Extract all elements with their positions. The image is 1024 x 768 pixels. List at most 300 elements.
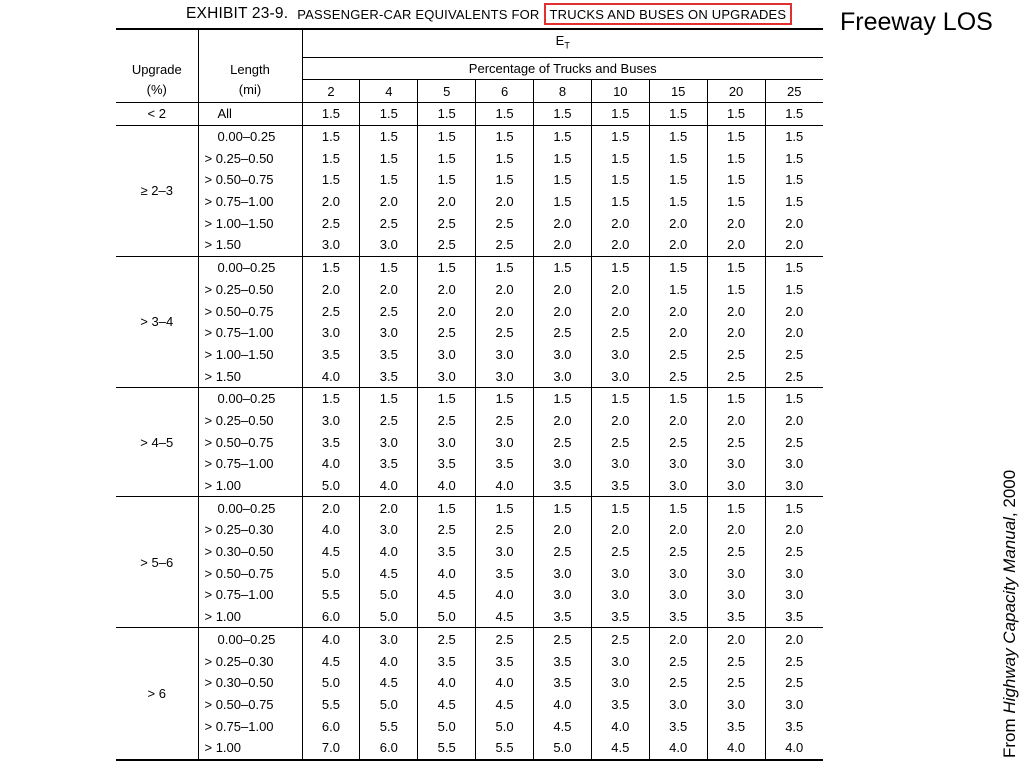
et-value-cell: 3.5 bbox=[360, 453, 418, 475]
length-cell: > 0.25–0.50 bbox=[198, 410, 302, 432]
table-row bbox=[116, 256, 823, 278]
et-value-cell: 3.0 bbox=[360, 431, 418, 453]
et-value-cell: 2.0 bbox=[707, 519, 765, 541]
et-value-cell: 4.0 bbox=[302, 453, 360, 475]
source-prefix: From bbox=[1000, 713, 1019, 758]
et-value-cell: 2.0 bbox=[765, 410, 823, 432]
header-length-line1: Length bbox=[230, 61, 270, 77]
length-cell: > 1.00 bbox=[198, 737, 302, 760]
et-value-cell: 2.0 bbox=[418, 191, 476, 213]
et-value-cell: 4.0 bbox=[360, 541, 418, 563]
et-value-cell: 2.0 bbox=[591, 278, 649, 300]
et-value-cell: 2.0 bbox=[360, 497, 418, 519]
et-value-cell: 2.0 bbox=[302, 497, 360, 519]
et-value-cell: 2.0 bbox=[765, 628, 823, 650]
et-value-cell: 2.5 bbox=[476, 322, 534, 344]
et-value-cell: 2.0 bbox=[649, 519, 707, 541]
upgrade-cell: > 3–4 bbox=[116, 256, 198, 387]
et-value-cell: 2.5 bbox=[649, 344, 707, 366]
exhibit-title bbox=[186, 3, 792, 25]
et-value-cell: 3.0 bbox=[707, 584, 765, 606]
length-cell: > 1.00–1.50 bbox=[198, 344, 302, 366]
et-value-cell: 1.5 bbox=[707, 278, 765, 300]
et-value-cell: 2.0 bbox=[534, 234, 592, 256]
et-value-cell: 2.0 bbox=[649, 212, 707, 234]
et-value-cell: 1.5 bbox=[418, 102, 476, 125]
table-row bbox=[116, 322, 823, 344]
length-cell: > 0.30–0.50 bbox=[198, 672, 302, 694]
et-value-cell: 3.0 bbox=[534, 344, 592, 366]
et-value-cell: 4.5 bbox=[360, 562, 418, 584]
et-value-cell: 2.0 bbox=[765, 212, 823, 234]
et-value-cell: 1.5 bbox=[418, 125, 476, 147]
et-value-cell: 2.0 bbox=[591, 234, 649, 256]
et-value-cell: 5.0 bbox=[418, 715, 476, 737]
et-value-cell: 2.5 bbox=[649, 365, 707, 387]
et-value-cell: 3.0 bbox=[707, 475, 765, 497]
et-value-cell: 2.5 bbox=[707, 541, 765, 563]
et-value-cell: 3.0 bbox=[302, 322, 360, 344]
et-value-cell: 1.5 bbox=[591, 102, 649, 125]
table-row bbox=[116, 628, 823, 650]
et-value-cell: 2.0 bbox=[418, 278, 476, 300]
et-value-cell: 1.5 bbox=[765, 191, 823, 213]
et-value-cell: 1.5 bbox=[765, 256, 823, 278]
et-value-cell: 2.5 bbox=[418, 628, 476, 650]
header-length bbox=[198, 29, 302, 102]
et-value-cell: 3.0 bbox=[302, 234, 360, 256]
table-row bbox=[116, 278, 823, 300]
et-value-cell: 7.0 bbox=[302, 737, 360, 760]
et-value-cell: 4.0 bbox=[302, 628, 360, 650]
et-value-cell: 2.5 bbox=[765, 672, 823, 694]
et-value-cell: 2.5 bbox=[476, 519, 534, 541]
et-value-cell: 4.0 bbox=[360, 650, 418, 672]
length-cell: > 0.75–1.00 bbox=[198, 191, 302, 213]
et-value-cell: 3.5 bbox=[534, 672, 592, 694]
et-value-cell: 2.0 bbox=[707, 410, 765, 432]
et-value-cell: 3.0 bbox=[534, 562, 592, 584]
et-value-cell: 2.0 bbox=[476, 300, 534, 322]
length-cell: > 1.00–1.50 bbox=[198, 212, 302, 234]
et-value-cell: 5.0 bbox=[302, 672, 360, 694]
et-value-cell: 3.0 bbox=[707, 562, 765, 584]
et-value-cell: 2.0 bbox=[534, 519, 592, 541]
et-value-cell: 1.5 bbox=[418, 387, 476, 409]
table-row bbox=[116, 541, 823, 563]
length-cell: 0.00–0.25 bbox=[198, 497, 302, 519]
length-cell: > 0.75–1.00 bbox=[198, 715, 302, 737]
et-value-cell: 2.0 bbox=[707, 628, 765, 650]
et-value-cell: 1.5 bbox=[534, 387, 592, 409]
et-value-cell: 1.5 bbox=[649, 102, 707, 125]
table-row bbox=[116, 650, 823, 672]
header-percent-6: 6 bbox=[476, 80, 534, 103]
length-cell: > 0.50–0.75 bbox=[198, 562, 302, 584]
header-upgrade-line2: (%) bbox=[146, 81, 167, 97]
et-value-cell: 2.5 bbox=[360, 410, 418, 432]
et-value-cell: 1.5 bbox=[418, 169, 476, 191]
table-row bbox=[116, 234, 823, 256]
et-value-cell: 1.5 bbox=[476, 147, 534, 169]
et-value-cell: 1.5 bbox=[649, 256, 707, 278]
length-cell: > 1.50 bbox=[198, 234, 302, 256]
et-value-cell: 3.0 bbox=[476, 431, 534, 453]
et-value-cell: 2.0 bbox=[476, 191, 534, 213]
et-value-cell: 2.0 bbox=[534, 410, 592, 432]
et-value-cell: 3.0 bbox=[418, 431, 476, 453]
et-value-cell: 1.5 bbox=[360, 147, 418, 169]
et-value-cell: 1.5 bbox=[707, 147, 765, 169]
et-value-cell: 4.5 bbox=[476, 694, 534, 716]
header-upgrade-line1: Upgrade bbox=[131, 61, 182, 77]
table-row bbox=[116, 672, 823, 694]
et-value-cell: 5.0 bbox=[360, 694, 418, 716]
et-value-cell: 2.0 bbox=[360, 278, 418, 300]
et-value-cell: 2.5 bbox=[418, 234, 476, 256]
et-value-cell: 3.0 bbox=[534, 453, 592, 475]
et-value-cell: 3.5 bbox=[591, 694, 649, 716]
et-value-cell: 2.0 bbox=[476, 278, 534, 300]
table-row bbox=[116, 453, 823, 475]
et-value-cell: 3.0 bbox=[765, 562, 823, 584]
et-value-cell: 4.0 bbox=[591, 715, 649, 737]
et-value-cell: 1.5 bbox=[476, 387, 534, 409]
exhibit-label: EXHIBIT 23-9. bbox=[186, 5, 289, 22]
et-value-cell: 1.5 bbox=[649, 387, 707, 409]
et-value-cell: 4.5 bbox=[302, 541, 360, 563]
et-value-cell: 4.0 bbox=[418, 475, 476, 497]
et-value-cell: 4.5 bbox=[476, 606, 534, 628]
et-value-cell: 2.0 bbox=[765, 322, 823, 344]
table-row bbox=[116, 387, 823, 409]
length-cell: > 0.25–0.30 bbox=[198, 519, 302, 541]
et-value-cell: 1.5 bbox=[534, 147, 592, 169]
et-value-cell: 2.0 bbox=[649, 628, 707, 650]
et-value-cell: 2.5 bbox=[707, 365, 765, 387]
et-value-cell: 2.0 bbox=[534, 278, 592, 300]
length-cell: > 0.25–0.50 bbox=[198, 278, 302, 300]
et-value-cell: 2.5 bbox=[476, 628, 534, 650]
header-percent-8: 8 bbox=[534, 80, 592, 103]
et-value-cell: 1.5 bbox=[476, 169, 534, 191]
et-value-cell: 1.5 bbox=[707, 497, 765, 519]
et-value-cell: 2.5 bbox=[360, 212, 418, 234]
et-value-cell: 2.0 bbox=[591, 519, 649, 541]
source-title: Highway Capacity Manual bbox=[1000, 517, 1019, 714]
et-value-cell: 1.5 bbox=[707, 102, 765, 125]
et-value-cell: 3.5 bbox=[765, 715, 823, 737]
et-value-cell: 1.5 bbox=[476, 256, 534, 278]
et-value-cell: 3.5 bbox=[707, 606, 765, 628]
et-value-cell: 2.0 bbox=[591, 212, 649, 234]
et-value-cell: 3.0 bbox=[591, 344, 649, 366]
length-cell: > 1.00 bbox=[198, 606, 302, 628]
et-value-cell: 1.5 bbox=[707, 169, 765, 191]
length-cell: > 0.75–1.00 bbox=[198, 584, 302, 606]
et-value-cell: 3.5 bbox=[302, 431, 360, 453]
et-value-cell: 5.5 bbox=[360, 715, 418, 737]
et-value-cell: 1.5 bbox=[534, 102, 592, 125]
et-value-cell: 2.5 bbox=[765, 541, 823, 563]
length-cell: > 1.00 bbox=[198, 475, 302, 497]
et-value-cell: 1.5 bbox=[360, 169, 418, 191]
header-percent-20: 20 bbox=[707, 80, 765, 103]
et-value-cell: 4.0 bbox=[476, 672, 534, 694]
et-value-cell: 2.5 bbox=[765, 431, 823, 453]
et-value-cell: 3.5 bbox=[418, 453, 476, 475]
et-value-cell: 1.5 bbox=[765, 102, 823, 125]
et-value-cell: 1.5 bbox=[649, 191, 707, 213]
et-value-cell: 3.0 bbox=[765, 694, 823, 716]
et-value-cell: 3.5 bbox=[591, 606, 649, 628]
et-value-cell: 1.5 bbox=[591, 169, 649, 191]
et-value-cell: 1.5 bbox=[534, 256, 592, 278]
et-value-cell: 4.0 bbox=[302, 365, 360, 387]
length-cell: > 0.50–0.75 bbox=[198, 431, 302, 453]
et-value-cell: 1.5 bbox=[534, 125, 592, 147]
et-value-cell: 1.5 bbox=[765, 387, 823, 409]
et-value-cell: 2.5 bbox=[649, 650, 707, 672]
et-value-cell: 2.0 bbox=[765, 519, 823, 541]
et-value-cell: 3.0 bbox=[360, 628, 418, 650]
et-value-cell: 4.0 bbox=[418, 672, 476, 694]
et-value-cell: 1.5 bbox=[418, 147, 476, 169]
et-value-cell: 3.5 bbox=[534, 475, 592, 497]
et-value-cell: 1.5 bbox=[534, 497, 592, 519]
et-value-cell: 4.0 bbox=[418, 562, 476, 584]
length-cell: All bbox=[198, 102, 302, 125]
et-value-cell: 5.0 bbox=[360, 584, 418, 606]
et-value-cell: 3.0 bbox=[418, 344, 476, 366]
et-value-cell: 4.0 bbox=[765, 737, 823, 760]
header-percent-10: 10 bbox=[591, 80, 649, 103]
et-value-cell: 3.0 bbox=[649, 475, 707, 497]
length-cell: > 0.75–1.00 bbox=[198, 453, 302, 475]
table-row bbox=[116, 169, 823, 191]
et-value-cell: 2.5 bbox=[476, 234, 534, 256]
et-value-cell: 1.5 bbox=[302, 256, 360, 278]
et-value-cell: 3.0 bbox=[476, 365, 534, 387]
table-row bbox=[116, 584, 823, 606]
et-value-cell: 1.5 bbox=[534, 191, 592, 213]
et-value-cell: 1.5 bbox=[649, 125, 707, 147]
et-value-cell: 3.0 bbox=[418, 365, 476, 387]
table-row bbox=[116, 715, 823, 737]
et-value-cell: 4.5 bbox=[591, 737, 649, 760]
et-value-cell: 2.5 bbox=[707, 344, 765, 366]
header-percent-15: 15 bbox=[649, 80, 707, 103]
et-value-cell: 3.5 bbox=[476, 650, 534, 672]
et-value-cell: 2.5 bbox=[591, 541, 649, 563]
et-value-cell: 2.5 bbox=[418, 410, 476, 432]
et-value-cell: 2.5 bbox=[534, 322, 592, 344]
et-value-cell: 3.5 bbox=[649, 606, 707, 628]
et-value-cell: 2.5 bbox=[649, 431, 707, 453]
et-value-cell: 3.5 bbox=[534, 650, 592, 672]
et-value-cell: 1.5 bbox=[707, 256, 765, 278]
et-value-cell: 1.5 bbox=[591, 147, 649, 169]
et-value-cell: 5.0 bbox=[302, 475, 360, 497]
header-percentage: Percentage of Trucks and Buses bbox=[302, 57, 823, 80]
et-value-cell: 1.5 bbox=[765, 169, 823, 191]
length-cell: > 0.50–0.75 bbox=[198, 300, 302, 322]
et-value-cell: 2.0 bbox=[707, 212, 765, 234]
et-value-cell: 4.0 bbox=[476, 475, 534, 497]
et-value-cell: 1.5 bbox=[591, 191, 649, 213]
et-value-cell: 5.5 bbox=[476, 737, 534, 760]
et-value-cell: 3.0 bbox=[591, 650, 649, 672]
et-value-cell: 5.0 bbox=[534, 737, 592, 760]
et-value-cell: 3.5 bbox=[418, 650, 476, 672]
table-row bbox=[116, 497, 823, 519]
et-value-cell: 3.0 bbox=[765, 475, 823, 497]
et-value-cell: 5.0 bbox=[302, 562, 360, 584]
header-et-sub: T bbox=[564, 40, 570, 51]
et-value-cell: 2.5 bbox=[591, 628, 649, 650]
et-value-cell: 3.0 bbox=[591, 562, 649, 584]
et-value-cell: 2.5 bbox=[707, 431, 765, 453]
table-row bbox=[116, 410, 823, 432]
et-value-cell: 2.0 bbox=[765, 234, 823, 256]
et-value-cell: 4.5 bbox=[418, 584, 476, 606]
et-value-cell: 1.5 bbox=[591, 256, 649, 278]
table-row bbox=[116, 519, 823, 541]
length-cell: 0.00–0.25 bbox=[198, 628, 302, 650]
et-value-cell: 3.0 bbox=[360, 519, 418, 541]
exhibit-title-text: PASSENGER-CAR EQUIVALENTS FOR bbox=[297, 6, 540, 22]
et-value-cell: 2.0 bbox=[707, 234, 765, 256]
et-value-cell: 1.5 bbox=[591, 125, 649, 147]
table-row bbox=[116, 475, 823, 497]
et-value-cell: 3.0 bbox=[476, 541, 534, 563]
length-cell: > 1.50 bbox=[198, 365, 302, 387]
et-value-cell: 2.0 bbox=[534, 300, 592, 322]
et-value-cell: 4.5 bbox=[418, 694, 476, 716]
table-row bbox=[116, 102, 823, 125]
header-percent-25: 25 bbox=[765, 80, 823, 103]
table-row bbox=[116, 191, 823, 213]
et-value-cell: 3.5 bbox=[476, 562, 534, 584]
et-value-cell: 1.5 bbox=[649, 497, 707, 519]
et-value-cell: 1.5 bbox=[302, 125, 360, 147]
et-value-cell: 2.5 bbox=[418, 519, 476, 541]
header-et bbox=[302, 29, 823, 57]
et-value-cell: 1.5 bbox=[707, 125, 765, 147]
et-value-cell: 2.0 bbox=[302, 191, 360, 213]
length-cell: > 0.25–0.50 bbox=[198, 147, 302, 169]
source-suffix: , 2000 bbox=[1000, 469, 1019, 518]
et-value-cell: 1.5 bbox=[765, 147, 823, 169]
et-value-cell: 4.0 bbox=[707, 737, 765, 760]
et-value-cell: 2.5 bbox=[707, 672, 765, 694]
header-upgrade bbox=[116, 29, 198, 102]
et-value-cell: 2.0 bbox=[302, 278, 360, 300]
header-percent-5: 5 bbox=[418, 80, 476, 103]
et-value-cell: 2.0 bbox=[591, 410, 649, 432]
table-row bbox=[116, 344, 823, 366]
et-value-cell: 1.5 bbox=[476, 125, 534, 147]
upgrade-cell: ≥ 2–3 bbox=[116, 125, 198, 256]
table-row bbox=[116, 300, 823, 322]
et-value-cell: 3.0 bbox=[534, 365, 592, 387]
et-value-cell: 3.0 bbox=[591, 584, 649, 606]
table-row bbox=[116, 125, 823, 147]
et-value-cell: 1.5 bbox=[302, 102, 360, 125]
et-value-cell: 2.0 bbox=[649, 322, 707, 344]
et-value-cell: 3.0 bbox=[476, 344, 534, 366]
table-body bbox=[116, 102, 823, 759]
et-value-cell: 3.0 bbox=[649, 562, 707, 584]
exhibit-title-highlight: TRUCKS AND BUSES ON UPGRADES bbox=[544, 3, 793, 25]
et-value-cell: 2.0 bbox=[534, 212, 592, 234]
et-value-cell: 3.5 bbox=[707, 715, 765, 737]
table-row bbox=[116, 606, 823, 628]
et-value-cell: 2.5 bbox=[765, 344, 823, 366]
table-row bbox=[116, 212, 823, 234]
et-value-cell: 1.5 bbox=[302, 147, 360, 169]
et-value-cell: 1.5 bbox=[360, 125, 418, 147]
et-value-cell: 3.0 bbox=[649, 584, 707, 606]
et-value-cell: 1.5 bbox=[302, 169, 360, 191]
et-value-cell: 2.5 bbox=[302, 300, 360, 322]
et-value-cell: 3.5 bbox=[765, 606, 823, 628]
upgrade-cell: > 4–5 bbox=[116, 387, 198, 496]
header-percent-4: 4 bbox=[360, 80, 418, 103]
et-value-cell: 3.5 bbox=[360, 344, 418, 366]
et-value-cell: 5.0 bbox=[360, 606, 418, 628]
et-value-cell: 4.0 bbox=[302, 519, 360, 541]
et-value-cell: 1.5 bbox=[707, 387, 765, 409]
table-header bbox=[116, 29, 823, 102]
et-value-cell: 1.5 bbox=[765, 125, 823, 147]
header-percent-2: 2 bbox=[302, 80, 360, 103]
et-value-cell: 2.0 bbox=[649, 410, 707, 432]
et-value-cell: 2.5 bbox=[534, 628, 592, 650]
et-value-cell: 3.0 bbox=[765, 453, 823, 475]
table-row bbox=[116, 365, 823, 387]
et-value-cell: 3.5 bbox=[418, 541, 476, 563]
et-value-cell: 3.0 bbox=[534, 584, 592, 606]
table-row bbox=[116, 147, 823, 169]
et-value-cell: 3.0 bbox=[591, 672, 649, 694]
et-value-cell: 2.0 bbox=[360, 191, 418, 213]
length-cell: 0.00–0.25 bbox=[198, 387, 302, 409]
pce-table bbox=[116, 28, 823, 761]
et-value-cell: 2.5 bbox=[302, 212, 360, 234]
et-value-cell: 4.0 bbox=[649, 737, 707, 760]
et-value-cell: 6.0 bbox=[302, 606, 360, 628]
et-value-cell: 4.5 bbox=[360, 672, 418, 694]
et-value-cell: 3.0 bbox=[649, 453, 707, 475]
table-row bbox=[116, 694, 823, 716]
et-value-cell: 4.0 bbox=[360, 475, 418, 497]
length-cell: > 0.50–0.75 bbox=[198, 169, 302, 191]
et-value-cell: 3.5 bbox=[302, 344, 360, 366]
et-value-cell: 3.0 bbox=[302, 410, 360, 432]
et-value-cell: 2.5 bbox=[765, 650, 823, 672]
et-value-cell: 2.5 bbox=[591, 322, 649, 344]
et-value-cell: 1.5 bbox=[591, 497, 649, 519]
et-value-cell: 2.0 bbox=[707, 300, 765, 322]
et-value-cell: 3.5 bbox=[476, 453, 534, 475]
et-value-cell: 5.0 bbox=[418, 606, 476, 628]
source-citation bbox=[1000, 470, 1020, 758]
et-value-cell: 5.5 bbox=[302, 694, 360, 716]
table-row bbox=[116, 737, 823, 760]
et-value-cell: 3.5 bbox=[360, 365, 418, 387]
et-value-cell: 1.5 bbox=[360, 256, 418, 278]
